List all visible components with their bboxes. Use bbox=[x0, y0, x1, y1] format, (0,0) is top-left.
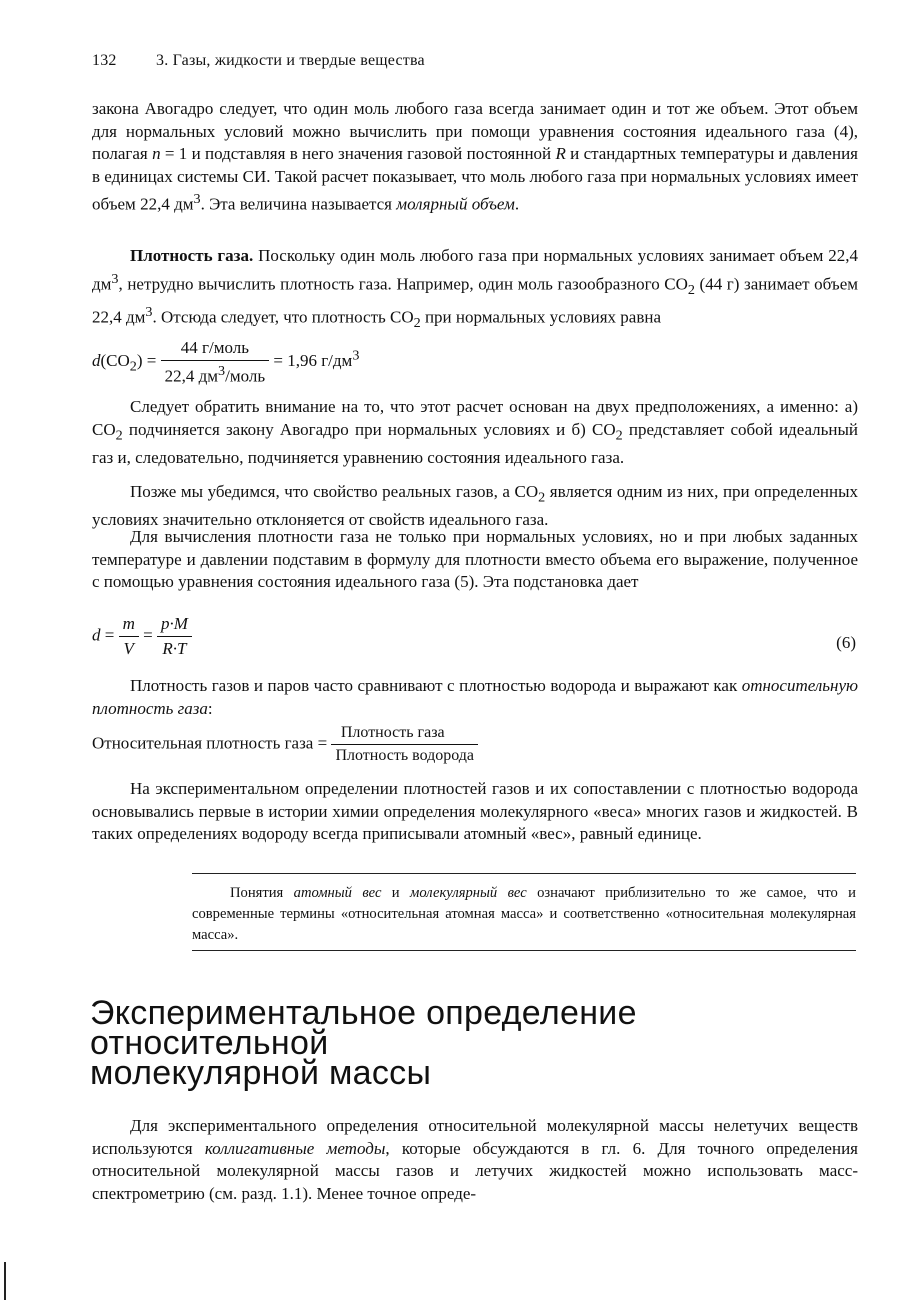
formula-6: d = $\frac{m}{V}$ = $\frac{p\cdot M}{R\cdot T}$ bbox=[92, 614, 192, 659]
paragraph-experimental: Для экспериментального определения относительной молекулярной массы нелетучих веществ используются коллигативные методы, которые обсуждаются в гл. 6. Для точного определения относительной молекулярной массы газов и летучих жидкостей можно использовать масс-спектрометрию (см. разд. 1.1). Менее точное опреде- bbox=[92, 1116, 858, 1203]
formula-density-co2: $d(CO_2)$ = $\frac{\text{44 г/моль}}{22,4 дм^3/моль}$ = 1,96 $г/дм^3$ bbox=[92, 338, 360, 386]
paragraph-substitution: Для вычисления плотности газа не только при нормальных условиях, но и при любых заданных температуре и давлении подставим в формулу для плотности вместо объема его выражение, полученное с помощью уравнения состояния идеального газа (5). Эта подстановка дает bbox=[92, 527, 858, 592]
formula-relative-density: Относительная плотность газа = $\frac{\text{Плотность газа}}{\text{Плотность водорода}}$ bbox=[92, 724, 478, 765]
term-colligative-methods: коллигативные методы bbox=[204, 1138, 386, 1158]
running-header bbox=[92, 52, 862, 70]
footnote-box: Понятия атомный вес и молекулярный вес означают приблизительно то же самое, что и современные термины «относительная атомная масса» и соответственно «относительная молекулярная масса». bbox=[192, 885, 856, 943]
scan-edge-mark bbox=[4, 1262, 6, 1300]
paragraph-relative-density: Плотность газов и паров часто сравнивают с плотностью водорода и выражают как относительную плотность газа: bbox=[92, 676, 858, 718]
paragraph-assumptions: Следует обратить внимание на то, что этот расчет основан на двух предположениях, а именно: а) $CO_2$ подчиняется закону Авогадро при нормальных условиях и б) $CO_2$ представляет собой идеальный газ и, следовательно, подчиняется уравнению состояния идеального газа. bbox=[92, 397, 859, 467]
chapter-title: 3. Газы, жидкости и твердые вещества bbox=[156, 52, 425, 69]
paragraph-gas-density: Плотность газа. Поскольку один моль любого газа при нормальных условиях занимает объем 22,4 $дм^3$, нетрудно вычислить плотность газа. Например, один моль газообразного $CO_2$ (44 г) занимает объем 22,4 $дм^3$. Отсюда следует, что плотность $CO_2$ при нормальных условиях равна bbox=[92, 246, 858, 332]
fraction: $\frac{\text{44 г/моль}}{22,4 дм^3/моль}$ bbox=[161, 338, 270, 387]
paragraph-history: На экспериментальном определении плотностей газов и их сопоставлении с плотностью водорода основывались первые в истории химии определения молекулярного «веса» многих газов и жидкостей. В таких определениях водороду всегда приписывали атомный «вес», равный единице. bbox=[92, 779, 858, 844]
paragraph-lead: Плотность газа. bbox=[130, 246, 254, 265]
equation-number: (6) bbox=[836, 633, 856, 652]
paragraph-1: закона Авогадро следует, что один моль любого газа всегда занимает один и тот же объем. Этот объем для нормальных условий можно вычислить при помощи уравнения состояния идеального газа (4), полагая n = 1 и подставляя в него значения газовой постоянной R и стандартных температуры и давления в единицах системы СИ. Такой расчет показывает, что моль любого газа при нормальных условиях имеет объем 22,4 $дм^3$. Эта величина называется молярный объем. bbox=[92, 99, 858, 215]
section-heading: Экспериментальное определение относительной молекулярной массы bbox=[90, 994, 637, 1092]
term-molar-volume: молярный объем bbox=[396, 195, 515, 215]
page-number: 132 bbox=[92, 52, 117, 69]
footnote-rule-top bbox=[192, 873, 856, 874]
paragraph-real-gases: Позже мы убедимся, что свойство реальных газов, а $CO_2$ является одним из них, при определенных условиях значительно отклоняется от свойств идеального газа. bbox=[92, 482, 858, 529]
term-relative-density: относительную плотность газа bbox=[92, 676, 858, 718]
footnote-rule-bottom bbox=[192, 950, 856, 951]
